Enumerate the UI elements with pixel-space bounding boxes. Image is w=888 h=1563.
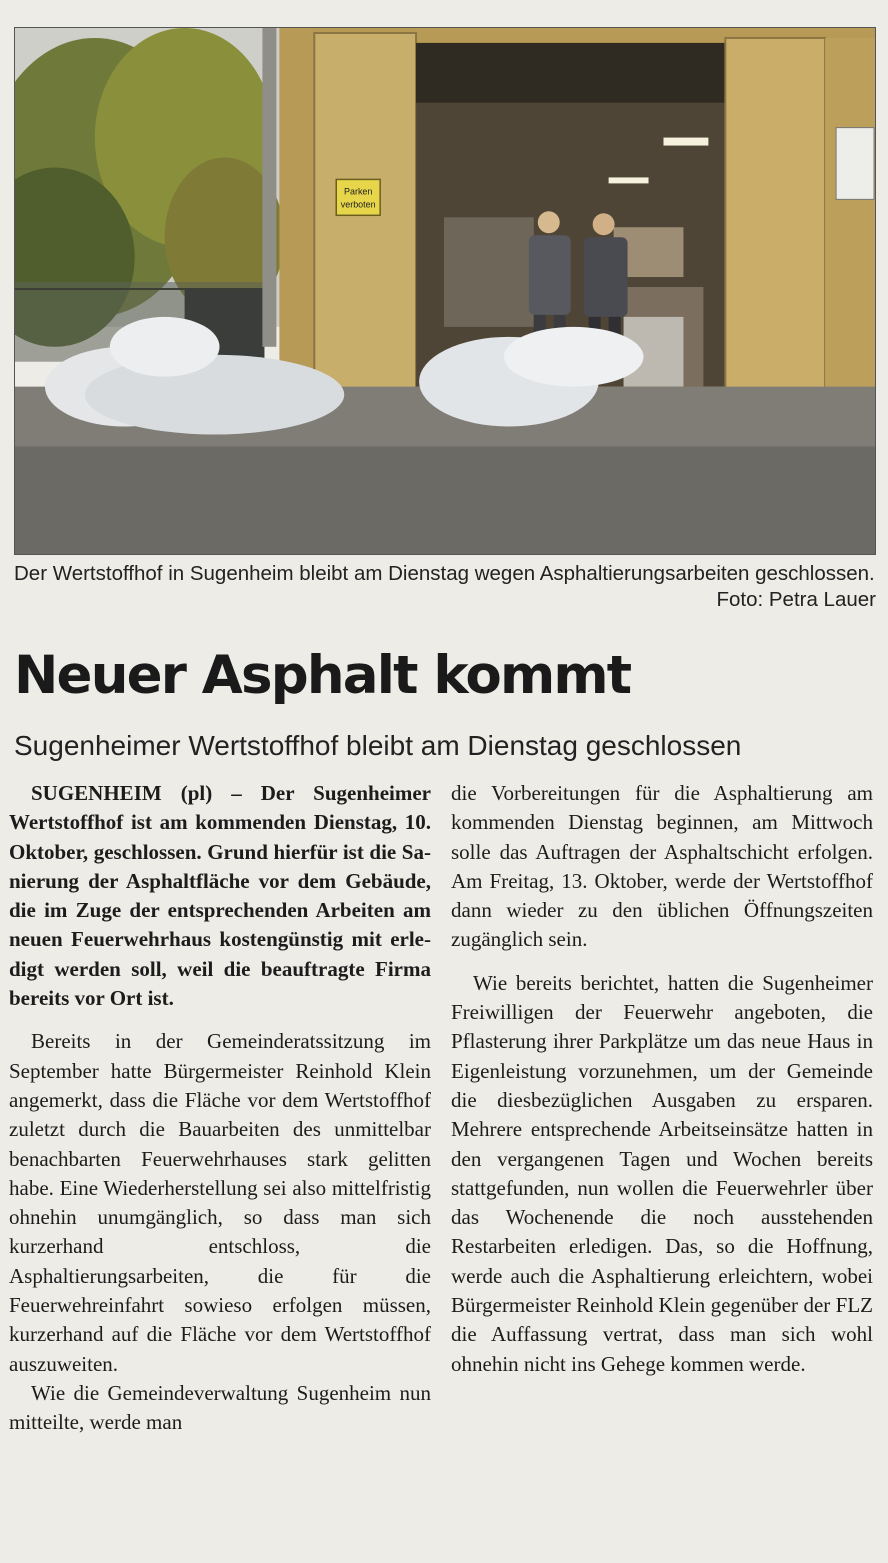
headline: Neuer Asphalt kommt xyxy=(14,645,631,706)
sign-text-line2: verboten xyxy=(340,199,376,210)
article-paragraph: Bereits in der Gemeinderatssitzung im September hatte Bürgermeister Reinhold Klein angemerkt, dass die Fläche vor dem Wertstoffhof zuletzt durch die Bauarbeiten des unmittelbar benachbarten Feuerwehrhauses stark gelitten habe. Eine Wiederherstellung sei also mittelfristig ohnehin unumgänglich, so dass man sich kurzerhand entschloss, die Asphaltierungsarbeiten, die für die Feuerwehreinfahrt sowieso erfolgen müssen, kurzerhand auf die Fläche vor dem Wertstoffhof auszuweiten. xyxy=(9,1029,431,1376)
article-column-right xyxy=(451,779,873,1379)
article-paragraph: die Vorbereitungen für die Asphaltierung am kommenden Dienstag beginnen, am Mittwoch solle das Auftragen der Asphaltschicht erfolgen. Am Freitag, 13. Oktober, werde der Wertstoffhof dann wieder zu den üblichen Öffnungszeiten zugänglich sein. xyxy=(451,781,873,952)
article-lead: SUGENHEIM (pl) – Der Sugenheimer Wertstoffhof ist am kommenden Dienstag, 10. Oktober, geschlossen. Grund hierfür ist die Sanierung der Asphaltfläche vor dem Gebäude, die im Zuge der entsprechenden Arbeiten am neuen Feuerwehrhaus kostengünstig mit erledigt werden soll, weil die beauftragte Firma bereits vor Ort ist. xyxy=(9,781,431,1011)
photo-caption xyxy=(14,561,876,613)
wertstoffhof-photo-illustration xyxy=(15,28,875,554)
caption-text: Der Wertstoffhof in Sugenheim bleibt am Dienstag wegen Asphaltierungsarbeiten geschlossen. xyxy=(14,562,875,585)
article-paragraph: Wie die Gemeindeverwaltung Sugenheim nun mitteilte, werde man xyxy=(9,1380,431,1435)
sign-text-line1: Parken xyxy=(343,186,373,197)
article-paragraph: Wie bereits berichtet, hatten die Sugenheimer Freiwilligen der Feuerwehr angeboten, die Pflasterung ihrer Parkplätze um das neue Haus in Eigenleistung vorzunehmen, um der Gemeinde die diesbezüglichen Ausgaben zu ersparen. Mehrere entsprechende Arbeitseinsätze hatten in den vergangenen Tagen und Wochen bereits stattgefunden, nun wollen die Feuerwehrler über das Wochenende die noch ausstehenden Restarbeiten erledigen. Das, so die Hoffnung, werde auch die Asphaltierung erleichtern, wobei Bürgermeister Reinhold Klein gegenüber der FLZ die Auffassung vertrat, dass man sich wohl ohnehin nicht ins Gehege kommen werde. xyxy=(451,970,873,1376)
photo-credit: Foto: Petra Lauer xyxy=(716,588,876,611)
article-column-left xyxy=(9,779,431,1438)
article-photo xyxy=(14,27,876,555)
subheadline: Sugenheimer Wertstoffhof bleibt am Dienstag geschlossen xyxy=(14,730,742,761)
